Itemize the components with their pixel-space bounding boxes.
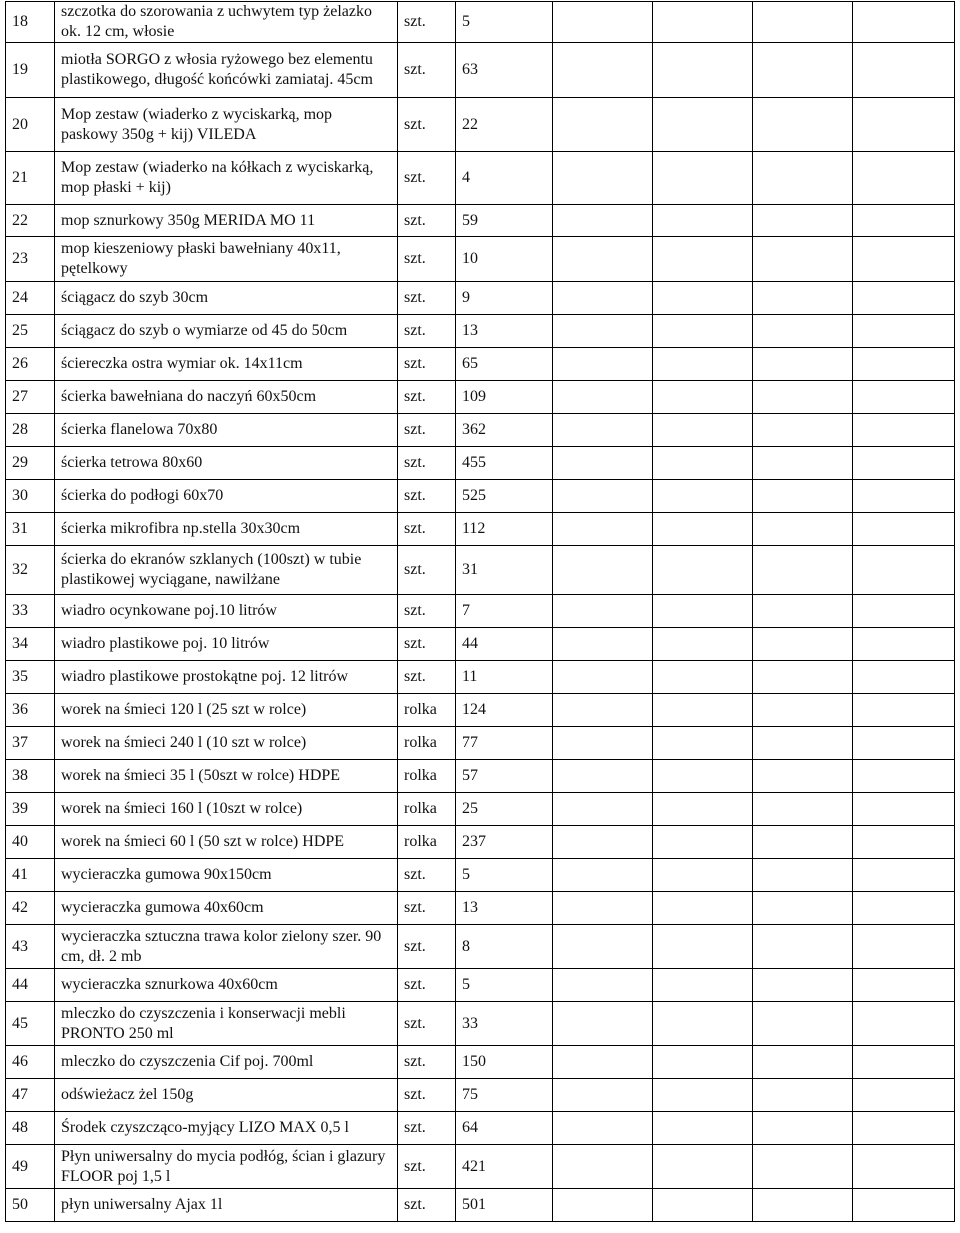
empty-cell xyxy=(853,205,955,237)
item-quantity-cell: 31 xyxy=(456,546,553,595)
item-quantity-cell: 59 xyxy=(456,205,553,237)
table-row xyxy=(6,98,955,152)
item-unit-cell: szt. xyxy=(398,237,456,282)
empty-cell xyxy=(853,1112,955,1145)
table-row xyxy=(6,859,955,892)
empty-cell xyxy=(853,381,955,414)
empty-cell xyxy=(653,1189,753,1222)
item-unit-cell: szt. xyxy=(398,1002,456,1046)
item-number-cell: 40 xyxy=(6,826,55,859)
item-quantity-cell: 150 xyxy=(456,1046,553,1079)
item-number-cell: 37 xyxy=(6,727,55,760)
item-number-cell: 25 xyxy=(6,315,55,348)
table-row xyxy=(6,480,955,513)
item-name-cell: szczotka do szorowania z uchwytem typ żelazko ok. 12 cm, włosie xyxy=(55,2,398,43)
item-number-cell: 24 xyxy=(6,282,55,315)
empty-cell xyxy=(753,1079,853,1112)
table-row xyxy=(6,152,955,205)
table-row xyxy=(6,1002,955,1046)
item-name-cell: ścierka flanelowa 70x80 xyxy=(55,414,398,447)
empty-cell xyxy=(553,152,653,205)
item-quantity-cell: 44 xyxy=(456,628,553,661)
empty-cell xyxy=(553,1112,653,1145)
empty-cell xyxy=(853,760,955,793)
item-number-cell: 31 xyxy=(6,513,55,546)
item-quantity-cell: 4 xyxy=(456,152,553,205)
empty-cell xyxy=(553,628,653,661)
empty-cell xyxy=(653,1079,753,1112)
item-quantity-cell: 5 xyxy=(456,2,553,43)
item-number-cell: 49 xyxy=(6,1145,55,1189)
empty-cell xyxy=(853,348,955,381)
table-row xyxy=(6,546,955,595)
item-unit-cell: szt. xyxy=(398,2,456,43)
empty-cell xyxy=(553,480,653,513)
item-quantity-cell: 77 xyxy=(456,727,553,760)
empty-cell xyxy=(553,381,653,414)
item-unit-cell: szt. xyxy=(398,546,456,595)
empty-cell xyxy=(853,892,955,925)
empty-cell xyxy=(753,2,853,43)
item-unit-cell: szt. xyxy=(398,969,456,1002)
item-unit-cell: szt. xyxy=(398,1189,456,1222)
item-unit-cell: rolka xyxy=(398,793,456,826)
empty-cell xyxy=(653,1002,753,1046)
item-quantity-cell: 124 xyxy=(456,694,553,727)
items-table-body xyxy=(6,2,955,1222)
empty-cell xyxy=(553,1189,653,1222)
item-unit-cell: szt. xyxy=(398,348,456,381)
empty-cell xyxy=(653,694,753,727)
empty-cell xyxy=(553,513,653,546)
empty-cell xyxy=(753,315,853,348)
item-number-cell: 50 xyxy=(6,1189,55,1222)
item-unit-cell: szt. xyxy=(398,859,456,892)
empty-cell xyxy=(653,969,753,1002)
table-row xyxy=(6,826,955,859)
empty-cell xyxy=(653,826,753,859)
item-quantity-cell: 10 xyxy=(456,237,553,282)
item-unit-cell: szt. xyxy=(398,447,456,480)
item-number-cell: 44 xyxy=(6,969,55,1002)
empty-cell xyxy=(553,760,653,793)
item-number-cell: 29 xyxy=(6,447,55,480)
empty-cell xyxy=(753,1046,853,1079)
item-name-cell: płyn uniwersalny Ajax 1l xyxy=(55,1189,398,1222)
empty-cell xyxy=(653,892,753,925)
empty-cell xyxy=(653,348,753,381)
item-name-cell: mleczko do czyszczenia Cif poj. 700ml xyxy=(55,1046,398,1079)
empty-cell xyxy=(853,727,955,760)
item-unit-cell: rolka xyxy=(398,826,456,859)
empty-cell xyxy=(753,925,853,969)
empty-cell xyxy=(853,1079,955,1112)
empty-cell xyxy=(853,98,955,152)
item-unit-cell: szt. xyxy=(398,595,456,628)
item-quantity-cell: 109 xyxy=(456,381,553,414)
empty-cell xyxy=(853,826,955,859)
empty-cell xyxy=(753,859,853,892)
item-unit-cell: szt. xyxy=(398,661,456,694)
empty-cell xyxy=(753,381,853,414)
item-name-cell: Mop zestaw (wiaderko z wyciskarką, mop paskowy 350g + kij) VILEDA xyxy=(55,98,398,152)
table-row xyxy=(6,727,955,760)
empty-cell xyxy=(753,661,853,694)
item-number-cell: 27 xyxy=(6,381,55,414)
empty-cell xyxy=(653,205,753,237)
empty-cell xyxy=(853,694,955,727)
empty-cell xyxy=(753,480,853,513)
item-quantity-cell: 63 xyxy=(456,43,553,98)
table-row xyxy=(6,628,955,661)
empty-cell xyxy=(853,480,955,513)
empty-cell xyxy=(753,1145,853,1189)
item-unit-cell: szt. xyxy=(398,152,456,205)
item-name-cell: wiadro plastikowe poj. 10 litrów xyxy=(55,628,398,661)
table-row xyxy=(6,315,955,348)
empty-cell xyxy=(853,1189,955,1222)
item-quantity-cell: 7 xyxy=(456,595,553,628)
empty-cell xyxy=(853,1046,955,1079)
item-unit-cell: rolka xyxy=(398,727,456,760)
empty-cell xyxy=(853,1145,955,1189)
empty-cell xyxy=(553,237,653,282)
empty-cell xyxy=(753,760,853,793)
empty-cell xyxy=(553,1002,653,1046)
empty-cell xyxy=(853,152,955,205)
item-number-cell: 21 xyxy=(6,152,55,205)
empty-cell xyxy=(753,414,853,447)
empty-cell xyxy=(553,447,653,480)
item-name-cell: ścierka do ekranów szklanych (100szt) w tubie plastikowej wyciągane, nawilżane xyxy=(55,546,398,595)
empty-cell xyxy=(753,826,853,859)
item-number-cell: 45 xyxy=(6,1002,55,1046)
empty-cell xyxy=(853,282,955,315)
item-number-cell: 19 xyxy=(6,43,55,98)
item-quantity-cell: 237 xyxy=(456,826,553,859)
item-unit-cell: rolka xyxy=(398,760,456,793)
table-row xyxy=(6,595,955,628)
item-name-cell: ścierka do podłogi 60x70 xyxy=(55,480,398,513)
item-unit-cell: szt. xyxy=(398,1079,456,1112)
table-row xyxy=(6,1046,955,1079)
empty-cell xyxy=(553,414,653,447)
empty-cell xyxy=(853,2,955,43)
item-name-cell: miotła SORGO z włosia ryżowego bez elementu plastikowego, długość końcówki zamiataj. 45cm xyxy=(55,43,398,98)
item-number-cell: 36 xyxy=(6,694,55,727)
empty-cell xyxy=(853,628,955,661)
table-row xyxy=(6,282,955,315)
item-quantity-cell: 64 xyxy=(456,1112,553,1145)
item-unit-cell: szt. xyxy=(398,628,456,661)
empty-cell xyxy=(553,2,653,43)
empty-cell xyxy=(653,447,753,480)
empty-cell xyxy=(753,237,853,282)
empty-cell xyxy=(553,1046,653,1079)
item-number-cell: 48 xyxy=(6,1112,55,1145)
empty-cell xyxy=(753,98,853,152)
empty-cell xyxy=(753,513,853,546)
empty-cell xyxy=(753,152,853,205)
item-quantity-cell: 57 xyxy=(456,760,553,793)
table-row xyxy=(6,892,955,925)
table-row xyxy=(6,1189,955,1222)
item-name-cell: Środek czyszcząco-myjący LIZO MAX 0,5 l xyxy=(55,1112,398,1145)
empty-cell xyxy=(753,628,853,661)
item-name-cell: worek na śmieci 60 l (50 szt w rolce) HDPE xyxy=(55,826,398,859)
empty-cell xyxy=(653,237,753,282)
table-row xyxy=(6,43,955,98)
empty-cell xyxy=(653,315,753,348)
item-name-cell: worek na śmieci 120 l (25 szt w rolce) xyxy=(55,694,398,727)
item-unit-cell: szt. xyxy=(398,925,456,969)
item-number-cell: 38 xyxy=(6,760,55,793)
empty-cell xyxy=(653,546,753,595)
item-number-cell: 22 xyxy=(6,205,55,237)
item-name-cell: ściągacz do szyb o wymiarze od 45 do 50cm xyxy=(55,315,398,348)
empty-cell xyxy=(753,348,853,381)
empty-cell xyxy=(553,925,653,969)
item-name-cell: wycieraczka gumowa 90x150cm xyxy=(55,859,398,892)
item-unit-cell: szt. xyxy=(398,1112,456,1145)
empty-cell xyxy=(553,1079,653,1112)
table-row xyxy=(6,969,955,1002)
empty-cell xyxy=(853,925,955,969)
item-quantity-cell: 112 xyxy=(456,513,553,546)
empty-cell xyxy=(753,595,853,628)
table-row xyxy=(6,1079,955,1112)
item-unit-cell: szt. xyxy=(398,414,456,447)
empty-cell xyxy=(853,595,955,628)
item-name-cell: ścierka mikrofibra np.stella 30x30cm xyxy=(55,513,398,546)
item-name-cell: mop sznurkowy 350g MERIDA MO 11 xyxy=(55,205,398,237)
empty-cell xyxy=(853,513,955,546)
item-number-cell: 18 xyxy=(6,2,55,43)
item-unit-cell: szt. xyxy=(398,381,456,414)
empty-cell xyxy=(853,447,955,480)
item-number-cell: 43 xyxy=(6,925,55,969)
table-row xyxy=(6,925,955,969)
empty-cell xyxy=(553,661,653,694)
empty-cell xyxy=(553,348,653,381)
table-row xyxy=(6,694,955,727)
item-quantity-cell: 5 xyxy=(456,969,553,1002)
item-quantity-cell: 33 xyxy=(456,1002,553,1046)
item-quantity-cell: 11 xyxy=(456,661,553,694)
empty-cell xyxy=(653,793,753,826)
item-quantity-cell: 362 xyxy=(456,414,553,447)
item-name-cell: ściereczka ostra wymiar ok. 14x11cm xyxy=(55,348,398,381)
empty-cell xyxy=(753,727,853,760)
empty-cell xyxy=(653,925,753,969)
empty-cell xyxy=(753,1189,853,1222)
item-name-cell: wycieraczka sznurkowa 40x60cm xyxy=(55,969,398,1002)
table-row xyxy=(6,661,955,694)
empty-cell xyxy=(753,43,853,98)
item-quantity-cell: 455 xyxy=(456,447,553,480)
item-number-cell: 35 xyxy=(6,661,55,694)
empty-cell xyxy=(753,1002,853,1046)
empty-cell xyxy=(853,315,955,348)
item-name-cell: wiadro ocynkowane poj.10 litrów xyxy=(55,595,398,628)
table-row xyxy=(6,381,955,414)
empty-cell xyxy=(653,43,753,98)
table-row xyxy=(6,760,955,793)
item-name-cell: odświeżacz żel 150g xyxy=(55,1079,398,1112)
item-name-cell: Mop zestaw (wiaderko na kółkach z wyciskarką, mop płaski + kij) xyxy=(55,152,398,205)
empty-cell xyxy=(553,727,653,760)
table-row xyxy=(6,2,955,43)
empty-cell xyxy=(553,546,653,595)
empty-cell xyxy=(853,43,955,98)
item-unit-cell: szt. xyxy=(398,205,456,237)
item-unit-cell: szt. xyxy=(398,480,456,513)
empty-cell xyxy=(553,793,653,826)
item-name-cell: ścierka tetrowa 80x60 xyxy=(55,447,398,480)
item-number-cell: 42 xyxy=(6,892,55,925)
empty-cell xyxy=(653,1112,753,1145)
empty-cell xyxy=(653,513,753,546)
empty-cell xyxy=(553,205,653,237)
empty-cell xyxy=(553,694,653,727)
table-row xyxy=(6,205,955,237)
item-number-cell: 33 xyxy=(6,595,55,628)
table-row xyxy=(6,513,955,546)
item-unit-cell: szt. xyxy=(398,892,456,925)
empty-cell xyxy=(553,282,653,315)
table-row xyxy=(6,414,955,447)
empty-cell xyxy=(553,1145,653,1189)
empty-cell xyxy=(753,205,853,237)
item-quantity-cell: 501 xyxy=(456,1189,553,1222)
empty-cell xyxy=(853,237,955,282)
table-row xyxy=(6,348,955,381)
empty-cell xyxy=(653,628,753,661)
item-unit-cell: szt. xyxy=(398,43,456,98)
empty-cell xyxy=(553,98,653,152)
empty-cell xyxy=(653,98,753,152)
item-number-cell: 32 xyxy=(6,546,55,595)
item-unit-cell: rolka xyxy=(398,694,456,727)
item-name-cell: worek na śmieci 240 l (10 szt w rolce) xyxy=(55,727,398,760)
empty-cell xyxy=(653,661,753,694)
empty-cell xyxy=(853,546,955,595)
item-quantity-cell: 525 xyxy=(456,480,553,513)
item-quantity-cell: 13 xyxy=(456,315,553,348)
item-quantity-cell: 75 xyxy=(456,1079,553,1112)
item-name-cell: wiadro plastikowe prostokątne poj. 12 litrów xyxy=(55,661,398,694)
item-quantity-cell: 8 xyxy=(456,925,553,969)
item-number-cell: 28 xyxy=(6,414,55,447)
item-unit-cell: szt. xyxy=(398,513,456,546)
item-name-cell: ścierka bawełniana do naczyń 60x50cm xyxy=(55,381,398,414)
table-row xyxy=(6,237,955,282)
item-quantity-cell: 5 xyxy=(456,859,553,892)
table-row xyxy=(6,447,955,480)
empty-cell xyxy=(553,859,653,892)
item-quantity-cell: 22 xyxy=(456,98,553,152)
empty-cell xyxy=(653,381,753,414)
item-number-cell: 34 xyxy=(6,628,55,661)
empty-cell xyxy=(653,727,753,760)
item-number-cell: 41 xyxy=(6,859,55,892)
table-row xyxy=(6,793,955,826)
item-unit-cell: szt. xyxy=(398,282,456,315)
item-number-cell: 46 xyxy=(6,1046,55,1079)
empty-cell xyxy=(553,969,653,1002)
empty-cell xyxy=(653,152,753,205)
item-name-cell: mleczko do czyszczenia i konserwacji mebli PRONTO 250 ml xyxy=(55,1002,398,1046)
empty-cell xyxy=(653,414,753,447)
item-quantity-cell: 13 xyxy=(456,892,553,925)
item-unit-cell: szt. xyxy=(398,98,456,152)
item-quantity-cell: 25 xyxy=(456,793,553,826)
item-name-cell: ściągacz do szyb 30cm xyxy=(55,282,398,315)
empty-cell xyxy=(753,892,853,925)
empty-cell xyxy=(653,760,753,793)
item-unit-cell: szt. xyxy=(398,1145,456,1189)
item-quantity-cell: 421 xyxy=(456,1145,553,1189)
item-number-cell: 30 xyxy=(6,480,55,513)
empty-cell xyxy=(853,859,955,892)
empty-cell xyxy=(653,2,753,43)
empty-cell xyxy=(653,1145,753,1189)
item-name-cell: wycieraczka gumowa 40x60cm xyxy=(55,892,398,925)
item-number-cell: 39 xyxy=(6,793,55,826)
empty-cell xyxy=(753,694,853,727)
item-number-cell: 26 xyxy=(6,348,55,381)
item-name-cell: Płyn uniwersalny do mycia podłóg, ścian i glazury FLOOR poj 1,5 l xyxy=(55,1145,398,1189)
empty-cell xyxy=(553,315,653,348)
item-quantity-cell: 9 xyxy=(456,282,553,315)
empty-cell xyxy=(753,1112,853,1145)
empty-cell xyxy=(653,859,753,892)
empty-cell xyxy=(653,282,753,315)
item-unit-cell: szt. xyxy=(398,315,456,348)
empty-cell xyxy=(753,546,853,595)
empty-cell xyxy=(553,43,653,98)
empty-cell xyxy=(853,969,955,1002)
item-name-cell: worek na śmieci 35 l (50szt w rolce) HDPE xyxy=(55,760,398,793)
table-row xyxy=(6,1112,955,1145)
item-number-cell: 23 xyxy=(6,237,55,282)
empty-cell xyxy=(853,1002,955,1046)
empty-cell xyxy=(853,414,955,447)
item-number-cell: 47 xyxy=(6,1079,55,1112)
item-quantity-cell: 65 xyxy=(456,348,553,381)
empty-cell xyxy=(553,892,653,925)
empty-cell xyxy=(753,969,853,1002)
item-name-cell: wycieraczka sztuczna trawa kolor zielony szer. 90 cm, dł. 2 mb xyxy=(55,925,398,969)
empty-cell xyxy=(653,595,753,628)
empty-cell xyxy=(553,595,653,628)
empty-cell xyxy=(753,793,853,826)
item-number-cell: 20 xyxy=(6,98,55,152)
empty-cell xyxy=(653,480,753,513)
items-table xyxy=(5,1,955,1222)
table-row xyxy=(6,1145,955,1189)
empty-cell xyxy=(853,793,955,826)
empty-cell xyxy=(753,282,853,315)
item-name-cell: worek na śmieci 160 l (10szt w rolce) xyxy=(55,793,398,826)
empty-cell xyxy=(753,447,853,480)
empty-cell xyxy=(553,826,653,859)
item-name-cell: mop kieszeniowy płaski bawełniany 40x11, pętelkowy xyxy=(55,237,398,282)
empty-cell xyxy=(853,661,955,694)
item-unit-cell: szt. xyxy=(398,1046,456,1079)
empty-cell xyxy=(653,1046,753,1079)
